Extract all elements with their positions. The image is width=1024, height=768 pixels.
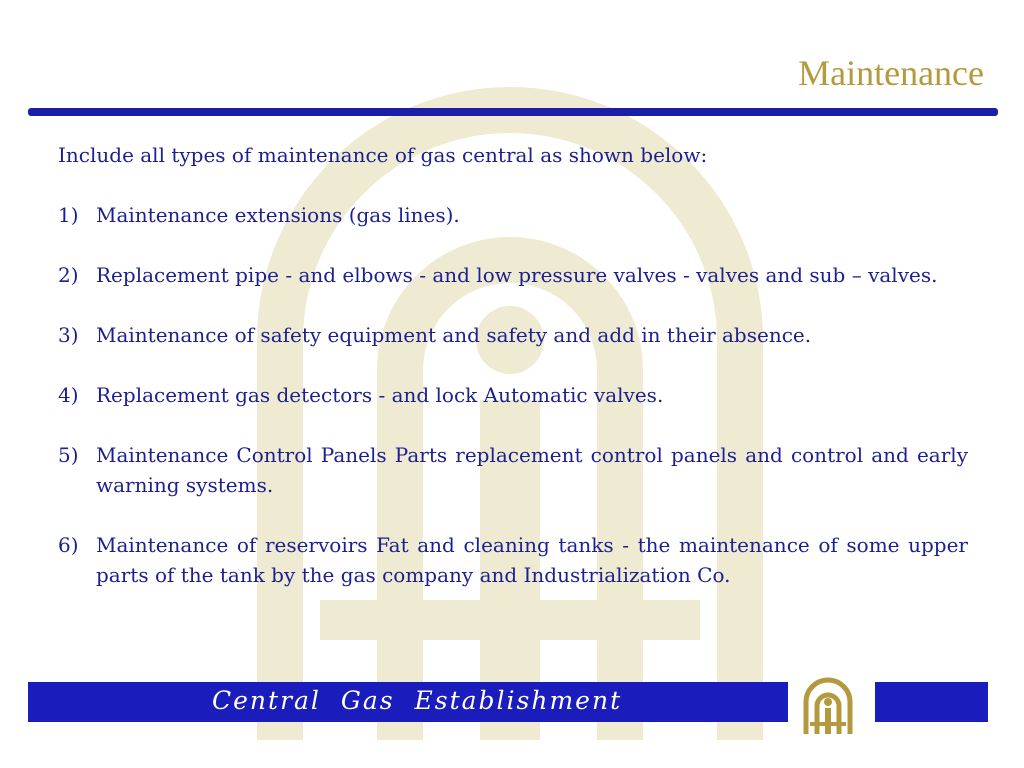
list-item-number: 3) bbox=[58, 323, 79, 347]
list-item bbox=[58, 380, 968, 410]
list-item-number: 4) bbox=[58, 383, 79, 407]
footer-organization-name: Central Gas Establishment bbox=[212, 686, 623, 715]
list-item-number: 2) bbox=[58, 263, 79, 287]
footer-right-bar bbox=[875, 682, 988, 722]
list-item-text: Maintenance Control Panels Parts replacement control panels and control and early warning systems. bbox=[96, 443, 968, 497]
list-item bbox=[58, 440, 968, 500]
list-item-number: 1) bbox=[58, 203, 79, 227]
list-item-text: Maintenance of safety equipment and safety and add in their absence. bbox=[96, 323, 812, 347]
slide-title: Maintenance bbox=[798, 53, 984, 93]
list-item-text: Replacement gas detectors - and lock Automatic valves. bbox=[96, 383, 664, 407]
list-item-text: Maintenance of reservoirs Fat and cleaning tanks - the maintenance of some upper parts of the tank by the gas company and Industrialization Co. bbox=[96, 533, 968, 587]
maintenance-list bbox=[58, 200, 968, 590]
list-item bbox=[58, 320, 968, 350]
list-item bbox=[58, 200, 968, 230]
list-item-text: Replacement pipe - and elbows - and low pressure valves - valves and sub – valves. bbox=[96, 263, 938, 287]
list-item-number: 5) bbox=[58, 443, 79, 467]
list-item bbox=[58, 260, 968, 290]
slide-body bbox=[58, 140, 968, 620]
company-logo-icon bbox=[800, 676, 856, 736]
list-item-number: 6) bbox=[58, 533, 79, 557]
title-divider bbox=[28, 108, 998, 116]
list-item-text: Maintenance extensions (gas lines). bbox=[96, 203, 460, 227]
list-item bbox=[58, 530, 968, 590]
intro-text: Include all types of maintenance of gas central as shown below: bbox=[58, 143, 708, 167]
